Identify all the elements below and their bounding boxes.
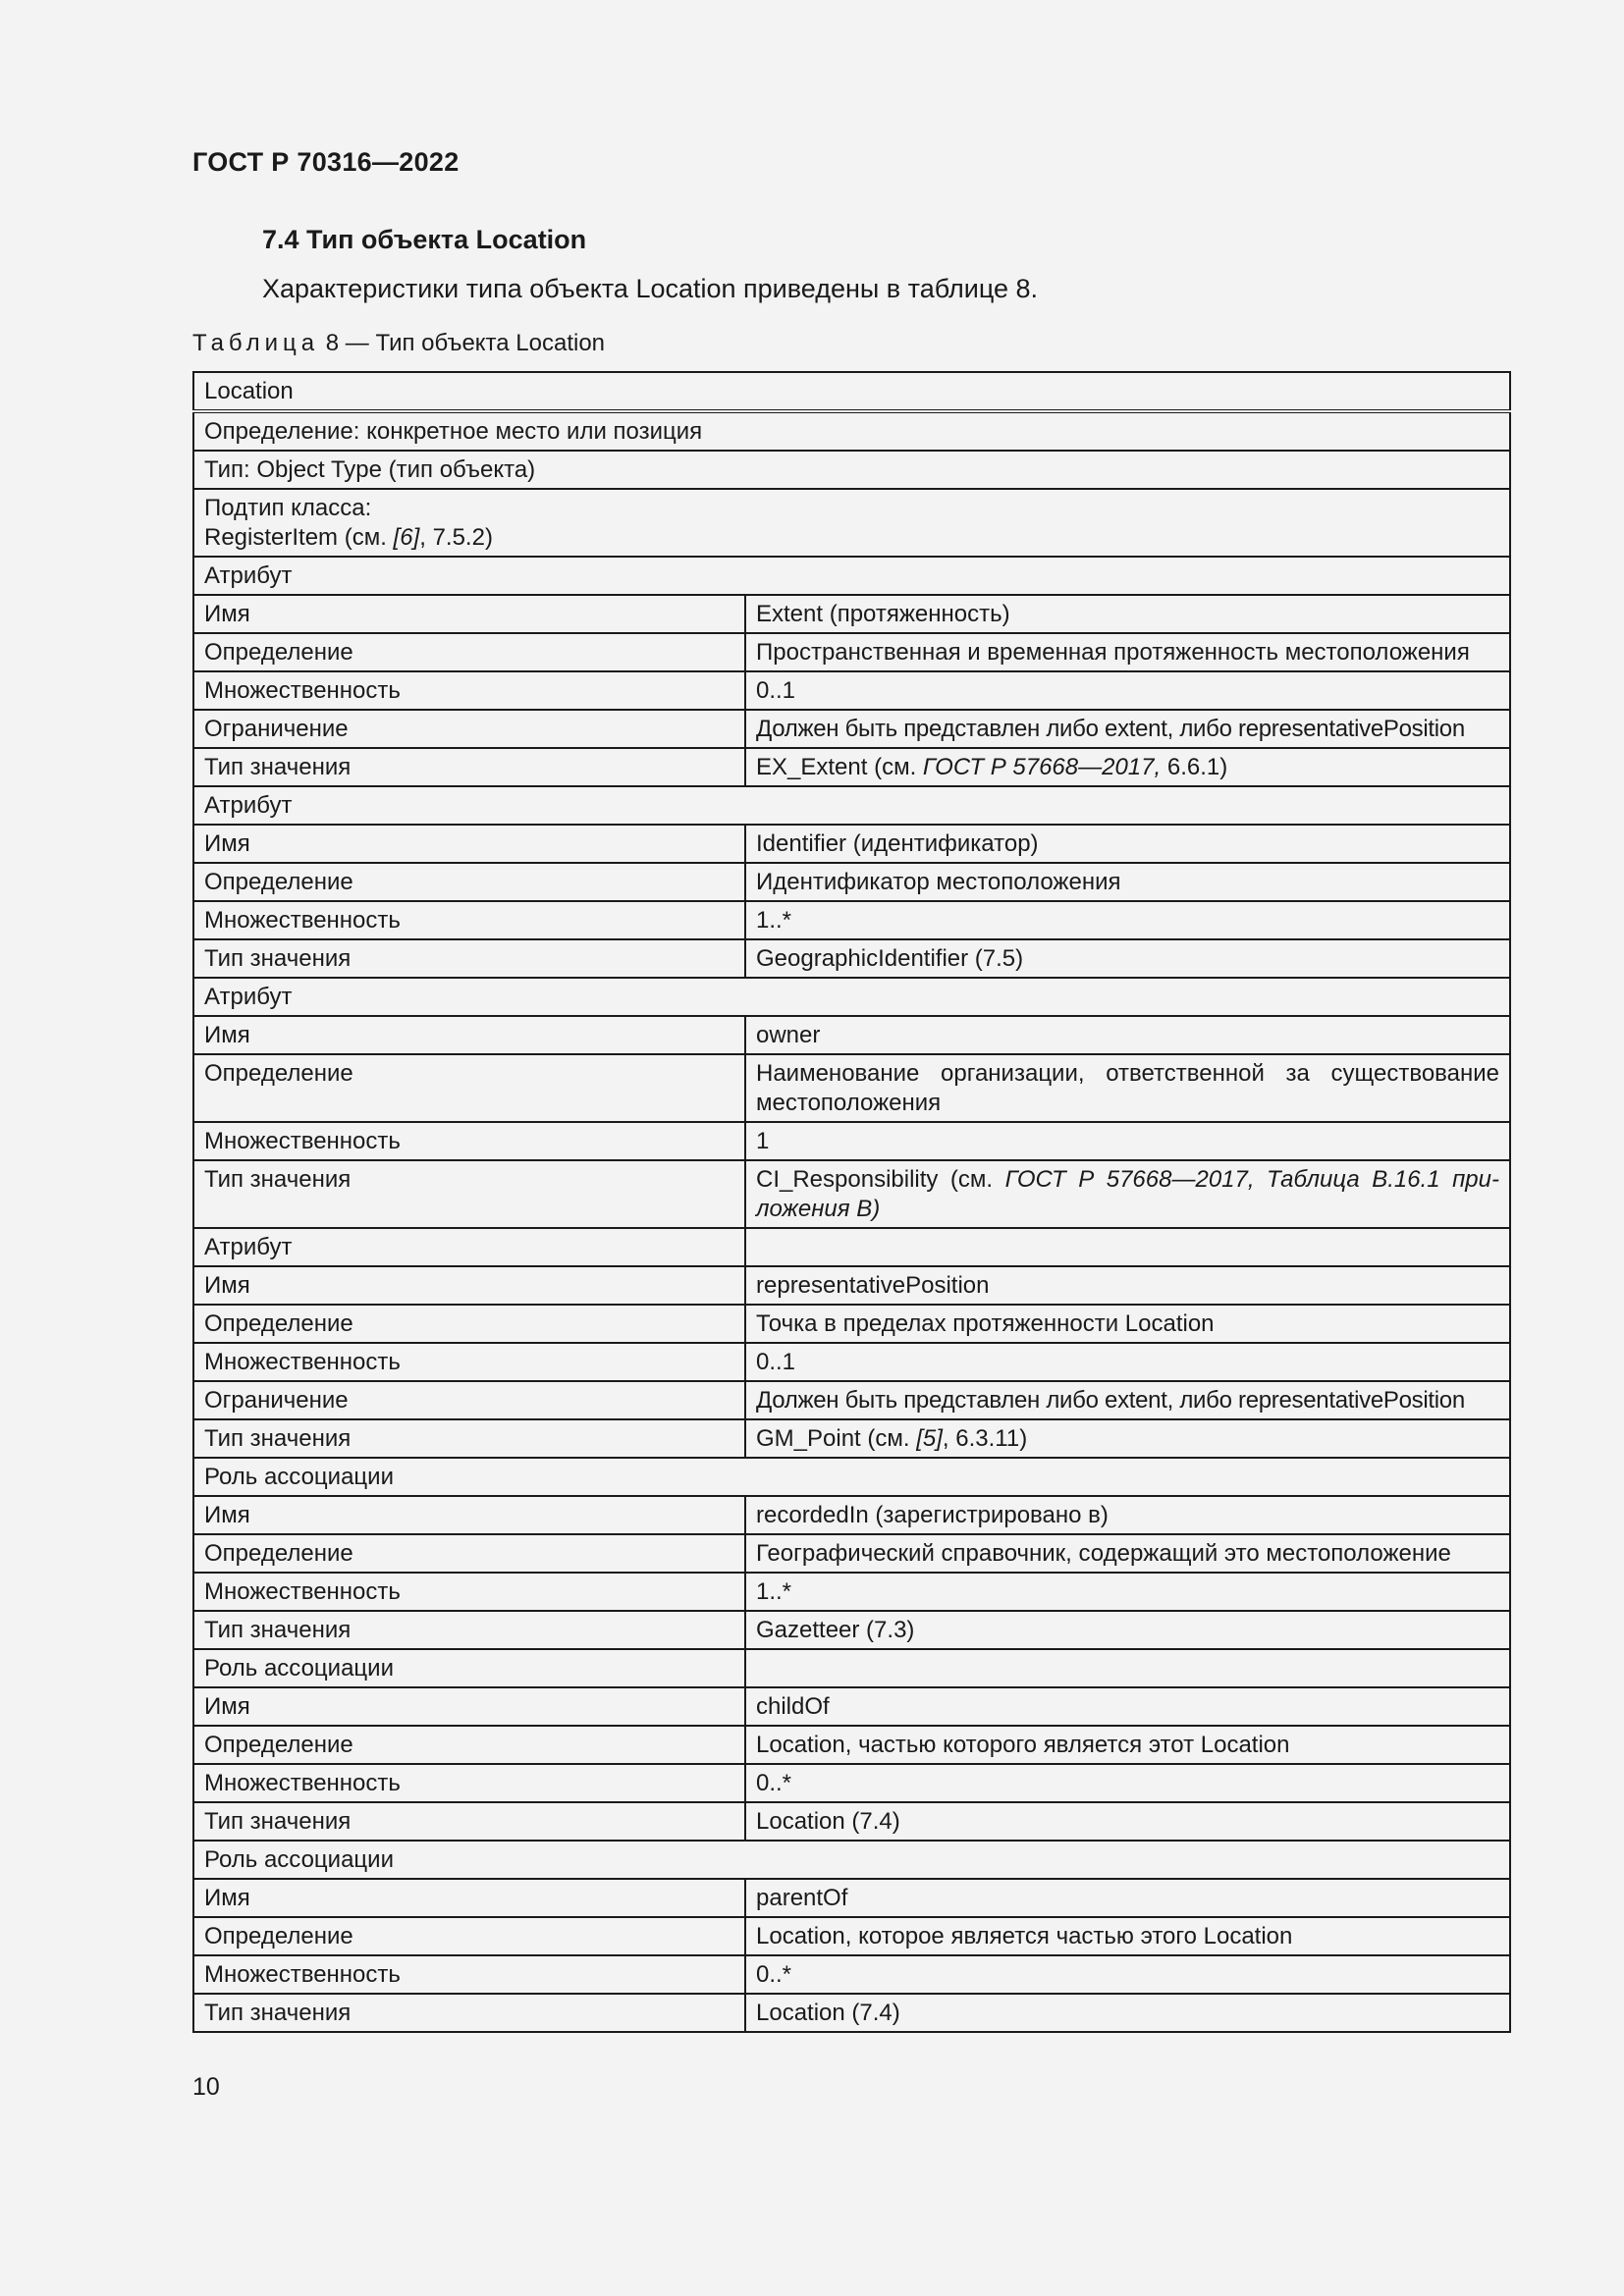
empty-cell (745, 1649, 1510, 1687)
table-row (193, 595, 1510, 633)
label-cell: Определение (193, 1305, 745, 1343)
class-type-cell: Тип: Object Type (тип объекта) (193, 451, 1510, 489)
table-row (193, 710, 1510, 748)
value-cell: 1..* (745, 1573, 1510, 1611)
location-spec-table (192, 371, 1511, 2033)
section-label-cell: Роль ассоциации (193, 1458, 1510, 1496)
value-cell: Пространственная и временная протяженность местоположения (745, 633, 1510, 671)
table-row (193, 1228, 1510, 1266)
value-cell: representativePosition (745, 1266, 1510, 1305)
value-cell: Location (7.4) (745, 1802, 1510, 1841)
label-cell: Определение (193, 1054, 745, 1122)
table-row (193, 1122, 1510, 1160)
table-row (193, 1160, 1510, 1228)
table-row (193, 748, 1510, 786)
label-cell: Ограничение (193, 1381, 745, 1419)
table-row (193, 786, 1510, 825)
table-row (193, 1054, 1510, 1122)
table-row (193, 1764, 1510, 1802)
label-cell: Множественность (193, 1343, 745, 1381)
class-subtype-cell (193, 489, 1510, 557)
table-row (193, 633, 1510, 671)
value-cell: CI_Responsibility (см. ГОСТ Р 57668—2017, Таблица В.16.1 приложения В) (745, 1160, 1510, 1228)
table-row (193, 1305, 1510, 1343)
label-cell: Имя (193, 825, 745, 863)
value-cell: recordedIn (зарегистрировано в) (745, 1496, 1510, 1534)
label-cell: Множественность (193, 1955, 745, 1994)
label-cell: Имя (193, 595, 745, 633)
table-row (193, 489, 1510, 557)
label-cell: Множественность (193, 1764, 745, 1802)
document-code: ГОСТ Р 70316—2022 (192, 147, 460, 177)
table-row (193, 1879, 1510, 1917)
value-cell: Location, частью которого является этот Location (745, 1726, 1510, 1764)
table-row (193, 451, 1510, 489)
table-row (193, 863, 1510, 901)
section-label-cell: Атрибут (193, 1228, 745, 1266)
table-row (193, 1266, 1510, 1305)
table-row (193, 1016, 1510, 1054)
label-cell: Имя (193, 1266, 745, 1305)
label-cell: Множественность (193, 1122, 745, 1160)
label-cell: Множественность (193, 901, 745, 939)
value-cell: Должен быть представлен либо extent, либо representativePosition (745, 710, 1510, 748)
value-cell: 0..* (745, 1955, 1510, 1994)
table-row (193, 411, 1510, 451)
label-cell: Определение (193, 1917, 745, 1955)
label-cell: Тип значения (193, 1802, 745, 1841)
table-row (193, 1419, 1510, 1458)
table-row (193, 901, 1510, 939)
table-row (193, 1381, 1510, 1419)
subtype-value: RegisterItem (см. [6], 7.5.2) (204, 524, 493, 551)
table-row (193, 1994, 1510, 2032)
label-cell: Множественность (193, 1573, 745, 1611)
value-cell: 0..* (745, 1764, 1510, 1802)
table-row (193, 1649, 1510, 1687)
section-label-cell: Роль ассоциации (193, 1841, 1510, 1879)
label-cell: Тип значения (193, 1160, 745, 1228)
label-cell: Определение (193, 633, 745, 671)
value-cell: Идентификатор местоположения (745, 863, 1510, 901)
value-cell: childOf (745, 1687, 1510, 1726)
table-row (193, 1802, 1510, 1841)
table-row (193, 1534, 1510, 1573)
table-row (193, 671, 1510, 710)
empty-cell (745, 1228, 1510, 1266)
table-row (193, 939, 1510, 978)
label-cell: Имя (193, 1687, 745, 1726)
section-title: 7.4 Тип объекта Location (262, 225, 587, 254)
table-row (193, 1955, 1510, 1994)
table-row (193, 825, 1510, 863)
table-row (193, 1611, 1510, 1649)
value-cell: Location (7.4) (745, 1994, 1510, 2032)
label-cell: Имя (193, 1496, 745, 1534)
class-name-cell: Location (193, 372, 1510, 411)
table-row (193, 978, 1510, 1016)
value-cell: owner (745, 1016, 1510, 1054)
label-cell: Тип значения (193, 939, 745, 978)
section-label-cell: Роль ассоциации (193, 1649, 745, 1687)
table-row (193, 1343, 1510, 1381)
value-cell: Наименование организации, ответственной за существование местоположения (745, 1054, 1510, 1122)
table-row (193, 1841, 1510, 1879)
label-cell: Определение (193, 1534, 745, 1573)
table-row (193, 1687, 1510, 1726)
table-row (193, 1573, 1510, 1611)
class-definition-cell: Определение: конкретное место или позиция (193, 411, 1510, 451)
caption-text: 8 — Тип объекта Location (325, 330, 606, 356)
value-cell: Точка в пределах протяженности Location (745, 1305, 1510, 1343)
label-cell: Определение (193, 1726, 745, 1764)
table-row (193, 372, 1510, 411)
label-cell: Тип значения (193, 748, 745, 786)
table-row (193, 1917, 1510, 1955)
section-label-cell: Атрибут (193, 557, 1510, 595)
caption-prefix: Таблица (192, 330, 320, 356)
label-cell: Тип значения (193, 1611, 745, 1649)
value-cell: Extent (протяженность) (745, 595, 1510, 633)
section-label-cell: Атрибут (193, 978, 1510, 1016)
table-row (193, 557, 1510, 595)
page-number: 10 (192, 2073, 220, 2101)
table-row (193, 1496, 1510, 1534)
value-cell: parentOf (745, 1879, 1510, 1917)
value-cell: Gazetteer (7.3) (745, 1611, 1510, 1649)
value-cell: Location, которое является частью этого Location (745, 1917, 1510, 1955)
value-cell: GeographicIdentifier (7.5) (745, 939, 1510, 978)
label-cell: Множественность (193, 671, 745, 710)
label-cell: Определение (193, 863, 745, 901)
label-cell: Тип значения (193, 1994, 745, 2032)
subtype-label: Подтип класса: (204, 495, 372, 521)
table-row (193, 1458, 1510, 1496)
table-row (193, 1726, 1510, 1764)
label-cell: Ограничение (193, 710, 745, 748)
value-cell: EX_Extent (см. ГОСТ Р 57668—2017, 6.6.1) (745, 748, 1510, 786)
value-cell: 1 (745, 1122, 1510, 1160)
intro-paragraph: Характеристики типа объекта Location приведены в таблице 8. (262, 274, 1039, 303)
value-cell: Identifier (идентификатор) (745, 825, 1510, 863)
label-cell: Имя (193, 1879, 745, 1917)
value-cell: 0..1 (745, 671, 1510, 710)
value-cell: Должен быть представлен либо extent, либо representativePosition (745, 1381, 1510, 1419)
label-cell: Имя (193, 1016, 745, 1054)
label-cell: Тип значения (193, 1419, 745, 1458)
section-label-cell: Атрибут (193, 786, 1510, 825)
table-caption (192, 330, 605, 357)
value-cell: Географический справочник, содержащий это местоположение (745, 1534, 1510, 1573)
value-cell: GM_Point (см. [5], 6.3.11) (745, 1419, 1510, 1458)
value-cell: 1..* (745, 901, 1510, 939)
value-cell: 0..1 (745, 1343, 1510, 1381)
